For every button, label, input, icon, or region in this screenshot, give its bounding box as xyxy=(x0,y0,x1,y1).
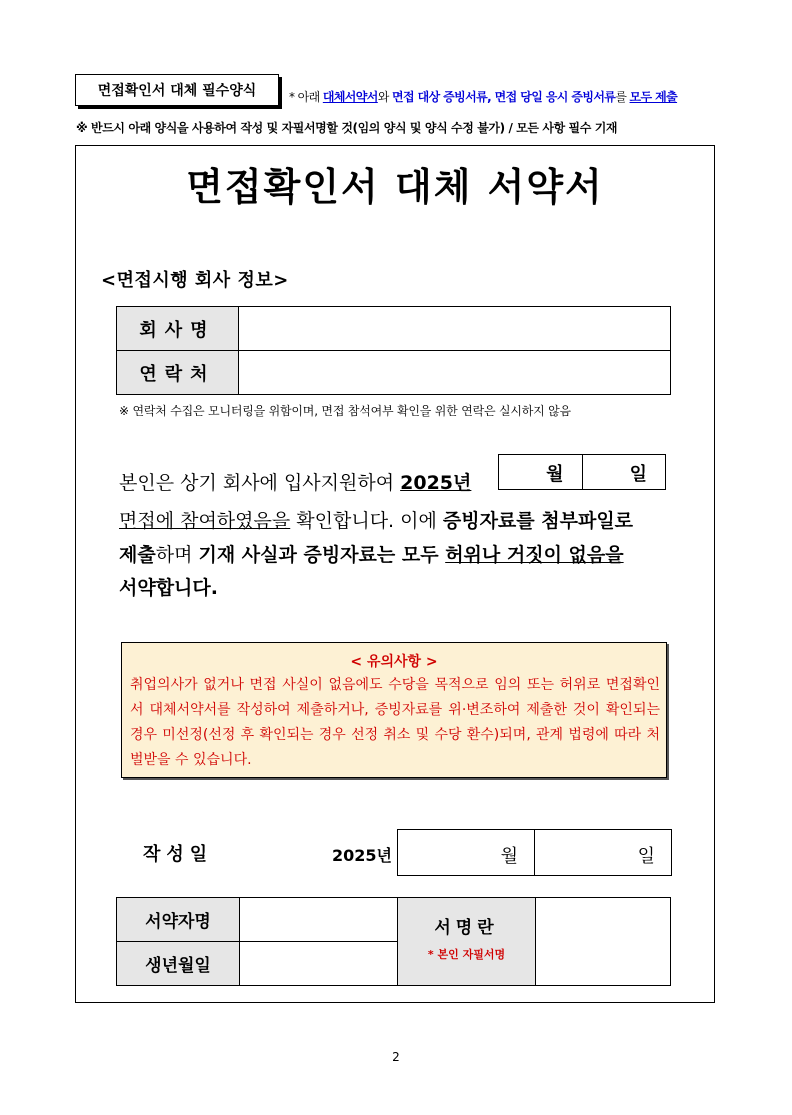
company-name-label: 회사명 xyxy=(117,307,239,351)
pledge-line-4: 서약합니다. xyxy=(119,577,218,599)
contact-note: ※ 연락처 수집은 모니터링을 위함이며, 면접 참석여부 확인을 위한 연락은 실시하지 않음 xyxy=(119,404,571,418)
company-name-field[interactable] xyxy=(239,307,671,351)
note-text-1: * 아래 xyxy=(289,90,323,104)
pledge-facts: 기재 사실과 증빙자료는 모두 xyxy=(198,544,446,566)
caution-body: 취업의사가 없거나 면접 사실이 없음에도 수당을 목적으로 임의 또는 허위로 면접확인서 대체서약서를 작성하여 제출하거나, 증빙자료를 위·변조하여 제출한 것이 확인되는 경우 미선정(선정 후 확인되는 경우 선정 취소 및 수당 환수)되며, 관계 법령에 따라 처벌받을 수 있습니다. xyxy=(130,677,660,768)
written-day-field[interactable]: 일 xyxy=(637,846,655,867)
written-date-label: 작성일 xyxy=(143,844,214,865)
note-text-2: 와 xyxy=(377,90,393,104)
pledge-line-2 xyxy=(119,506,633,533)
pledge-line-1 xyxy=(119,468,471,495)
written-year: 2025년 xyxy=(332,846,392,865)
caution-box xyxy=(121,642,667,778)
note-documents: 면접 대상 증빙서류, 면접 당일 응시 증빙서류 xyxy=(392,90,616,104)
note-submit-all: 모두 제출 xyxy=(629,90,678,104)
submission-note xyxy=(289,88,677,105)
pledge-text-1: 본인은 상기 회사에 입사지원하여 xyxy=(119,472,401,494)
caution-title: < 유의사항 > xyxy=(350,654,438,670)
pledge-no-falsehood: 허위나 거짓이 없음을 xyxy=(445,544,624,566)
note-pledge-word: 대체서약서 xyxy=(322,90,378,104)
company-info-table xyxy=(116,306,671,395)
pledge-attended: 면접에 참여하였음을 xyxy=(119,510,291,532)
birth-date-field[interactable] xyxy=(240,942,398,986)
interview-day-field[interactable]: 일 xyxy=(629,464,647,485)
signature-note: * 본인 자필서명 xyxy=(427,948,506,961)
interview-date-box xyxy=(498,454,666,490)
signature-label: 서명란 xyxy=(434,918,499,938)
pledge-text-3: 하며 xyxy=(155,544,199,566)
pledge-text-2: 확인합니다. 이에 xyxy=(290,510,443,532)
page-number: 2 xyxy=(392,1050,400,1064)
pledger-name-field[interactable] xyxy=(240,898,398,942)
pledge-year: 2025년 xyxy=(400,472,472,494)
usage-note: ※ 반드시 아래 양식을 사용하여 작성 및 자필서명할 것(임의 양식 및 양식 수정 불가) / 모든 사항 필수 기재 xyxy=(76,121,618,135)
pledge-line-3 xyxy=(119,540,624,567)
form-tag: 면접확인서 대체 필수양식 xyxy=(75,74,279,106)
signature-label-cell xyxy=(398,898,536,986)
pledger-name-label: 서약자명 xyxy=(117,898,240,942)
written-date-box xyxy=(397,829,672,876)
signature-field[interactable] xyxy=(536,898,671,986)
signature-table xyxy=(116,897,671,986)
contact-label: 연락처 xyxy=(117,351,239,395)
birth-date-label: 생년월일 xyxy=(117,942,240,986)
company-section-heading: <면접시행 회사 정보> xyxy=(101,270,289,291)
contact-field[interactable] xyxy=(239,351,671,395)
pledge-attachment: 증빙자료를 첨부파일로 xyxy=(442,510,634,532)
page-title: 면접확인서 대체 서약서 xyxy=(186,165,604,209)
interview-month-field[interactable]: 월 xyxy=(499,455,583,489)
note-text-3: 를 xyxy=(615,90,630,104)
pledge-submit: 제출 xyxy=(119,544,156,566)
written-month-field[interactable]: 월 xyxy=(398,830,535,875)
